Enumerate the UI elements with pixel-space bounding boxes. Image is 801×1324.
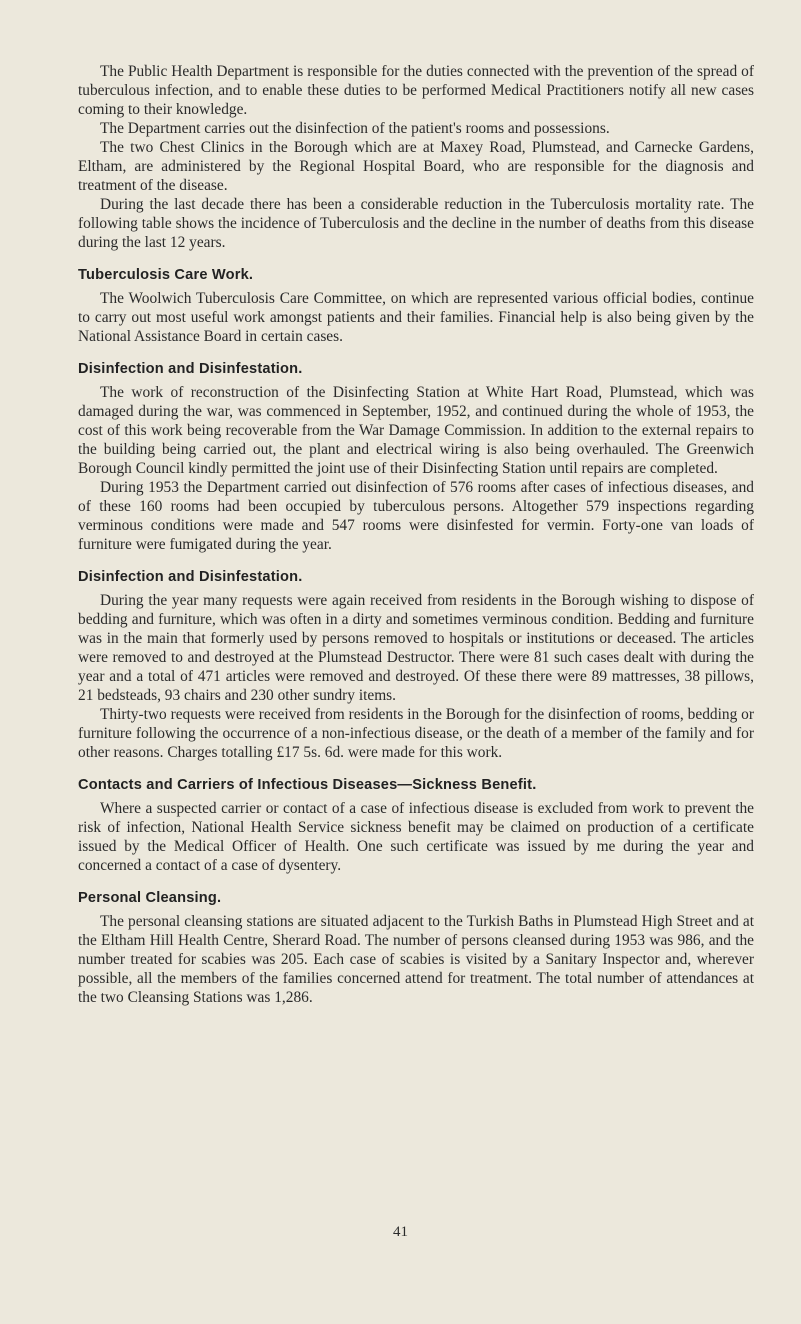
section-heading: Personal Cleansing. <box>78 890 222 906</box>
section-heading: Disinfection and Disinfestation. <box>78 569 303 585</box>
intro-paragraph: The Public Health Department is responsible for the duties connected with the prevention of the spread of tuberculous infection, and to enable these duties to be performed Medical Practitioners notify all new cases coming to their knowledge. <box>78 63 754 118</box>
section-paragraph: During the year many requests were again received from residents in the Borough wishing to dispose of bedding and furniture, which was often in a dirty and sometimes verminous condition. Bedding and furniture was in the main that formerly used by persons removed to hospitals or institutions or deceased. The articles were removed to and destroyed at the Plumstead Destructor. There were 81 such cases dealt with during the year and a total of 471 articles were removed and destroyed. Of these there were 89 mattresses, 38 pillows, 21 bedsteads, 93 chairs and 230 other sundry items. <box>78 592 754 704</box>
document-page <box>78 62 754 1007</box>
section-paragraph: The Woolwich Tuberculosis Care Committee, on which are represented various official bodies, continue to carry out most useful work amongst patients and their families. Financial help is also being given by the National Assistance Board in certain cases. <box>78 290 754 345</box>
section-personal-cleansing <box>78 888 754 1007</box>
intro-paragraph: The Department carries out the disinfection of the patient's rooms and possessions. <box>100 120 610 137</box>
section-paragraph: Thirty-two requests were received from residents in the Borough for the disinfection of rooms, bedding or furniture following the occurrence of a non-infectious disease, or the death of a member of the family and for other reasons. Charges totalling £17 5s. 6d. were made for this work. <box>78 706 754 761</box>
section-contacts-and-carriers <box>78 775 754 875</box>
section-paragraph: The personal cleansing stations are situated adjacent to the Turkish Baths in Plumstead High Street and at the Eltham Hill Health Centre, Sherard Road. The number of persons cleansed during 1953 was 986, and the number treated for scabies was 205. Each case of scabies is visited by a Sanitary Inspector and, wherever possible, all the members of the families concerned attend for treatment. The total number of attendances at the two Cleansing Stations was 1,286. <box>78 913 754 1006</box>
page-number: 41 <box>393 1224 408 1240</box>
section-heading: Tuberculosis Care Work. <box>78 267 254 283</box>
section-tuberculosis-care-work <box>78 265 754 346</box>
section-disinfection-1 <box>78 359 754 554</box>
intro-paragraph: During the last decade there has been a considerable reduction in the Tuberculosis mortality rate. The following table shows the incidence of Tuberculosis and the decline in the number of deaths from this disease during the last 12 years. <box>78 196 754 251</box>
section-heading: Contacts and Carriers of Infectious Diseases—Sickness Benefit. <box>78 777 537 793</box>
section-disinfection-2 <box>78 567 754 762</box>
section-paragraph: During 1953 the Department carried out disinfection of 576 rooms after cases of infectious diseases, and of these 160 rooms had been occupied by tuberculous persons. Altogether 579 inspections regarding verminous conditions were made and 547 rooms were disinfested for vermin. Forty-one van loads of furniture were fumigated during the year. <box>78 479 754 553</box>
intro-paragraph: The two Chest Clinics in the Borough which are at Maxey Road, Plumstead, and Carnecke Gardens, Eltham, are administered by the Regional Hospital Board, who are responsible for the diagnosis and treatment of the disease. <box>78 139 754 194</box>
section-paragraph: Where a suspected carrier or contact of a case of infectious disease is excluded from work to prevent the risk of infection, National Health Service sickness benefit may be claimed on production of a certificate issued by the Medical Officer of Health. One such certificate was issued by me during the year and concerned a contact of a case of dysentery. <box>78 800 754 874</box>
section-paragraph: The work of reconstruction of the Disinfecting Station at White Hart Road, Plumstead, which was damaged during the war, was commenced in September, 1952, and continued during the whole of 1953, the cost of this work being recoverable from the War Damage Commission. In addition to the external repairs to the building being carried out, the plant and electrical wiring is also being overhauled. The Greenwich Borough Council kindly permitted the joint use of their Disinfecting Station until repairs are completed. <box>78 384 754 477</box>
intro-section <box>78 62 754 252</box>
section-heading: Disinfection and Disinfestation. <box>78 361 303 377</box>
